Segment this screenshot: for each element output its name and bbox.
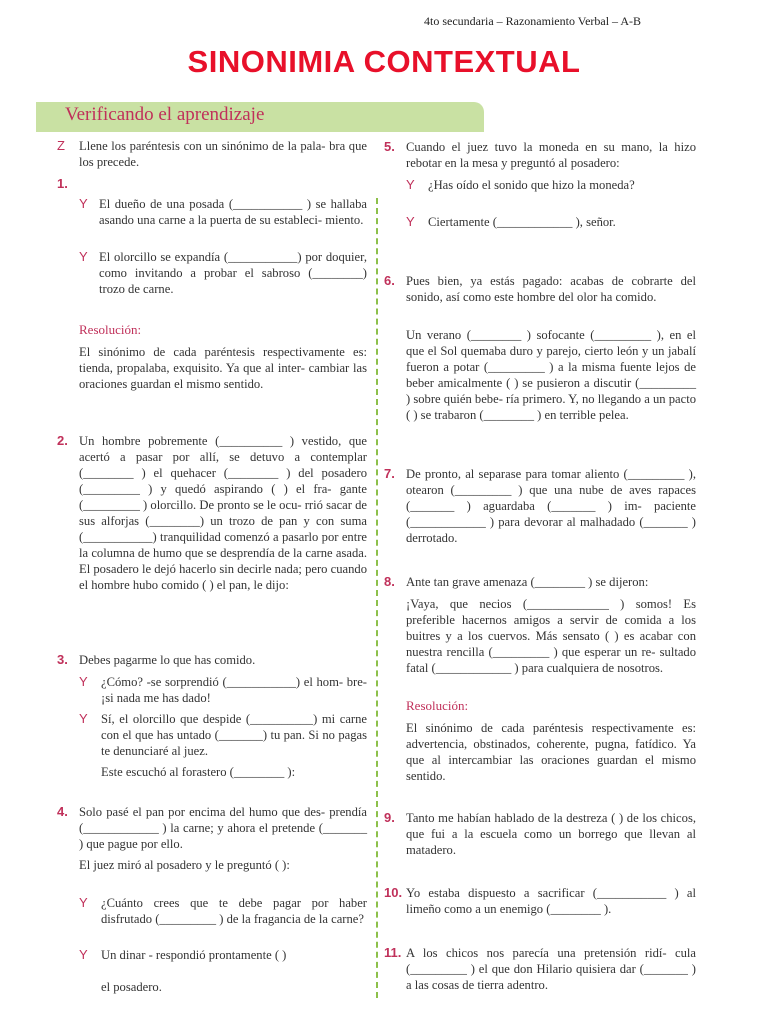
section-banner <box>36 102 484 132</box>
question-10-number: 10. <box>384 885 403 900</box>
question-2-number: 2. <box>57 433 68 448</box>
question-4-item-b: Un dinar - respondió prontamente ( ) <box>101 948 287 962</box>
question-2-text: Un hombre pobremente (__________ ) vestido, que acertó a pasar por allí, se detuvo a contemplar (________ ) el quehacer (________ ) del posadero (_________ ) y quedó aspirando ( ) el fra- gante (_________ ) olorcillo. De pronto se le ocu- rrió sacar de sus alforjas (________) un trozo de pan y con suma (___________) tranquilidad comenzó a pasarlo por entre la columna de humo que se desprendía de la carne asada. El posadero le dejó hacerlo sin decirle nada; pero cuando el hombre hubo comido ( ) el pan, le dijo: <box>79 434 367 592</box>
question-8-resolution: El sinónimo de cada paréntesis respectivamente es: advertencia, obstinados, coherente, pugna, fatídico. Ya que al intercambiar las oraciones guardan el mismo sentido. <box>406 721 696 783</box>
section-banner-label: Verificando el aprendizaje <box>65 104 265 125</box>
question-3-text: Debes pagarme lo que has comido. <box>79 653 256 667</box>
bullet-icon: Y <box>79 249 88 264</box>
question-5-item-a: ¿Has oído el sonido que hizo la moneda? <box>428 178 635 192</box>
question-3-item-b: Sí, el olorcillo que despide (__________) mi carne con el que has untado (_______) tu pan. Si no pagas te denunciaré al juez. <box>101 712 367 758</box>
question-7-number: 7. <box>384 466 395 481</box>
page-title: SINONIMIA CONTEXTUAL <box>187 44 581 79</box>
question-5-text: Cuando el juez tuvo la moneda en su mano, la hizo rebotar en la mesa y preguntó al posadero: <box>406 140 696 170</box>
bullet-icon: Y <box>79 895 88 910</box>
question-3-item-a: ¿Cómo? -se sorprendió (___________) el hom- bre- ¡si nada me has dado! <box>101 675 367 705</box>
page-header: 4to secundaria – Razonamiento Verbal – A-B <box>424 14 642 28</box>
bullet-icon: Y <box>79 196 88 211</box>
question-4-item-c: el posadero. <box>101 980 162 994</box>
question-7-text: De pronto, al separase para tomar aliento (_________ ), otearon (_________ ) que una nube de aves rapaces (_______ ) aguardaba (_______ ) im- paciente (____________ ) para devorar al malhadado (_______ ) derrotado. <box>406 467 696 545</box>
question-9-text: Tanto me habían hablado de la destreza ( ) de los chicos, que fui a la escuela como un borrego que llevan al matadero. <box>406 811 696 857</box>
bullet-icon: Y <box>406 177 415 192</box>
question-8-text: Ante tan grave amenaza (________ ) se dijeron: <box>406 575 649 589</box>
question-4-number: 4. <box>57 804 68 819</box>
question-3-item-c: Este escuchó al forastero (________ ): <box>101 765 296 779</box>
question-1-item-a: El dueño de una posada (___________ ) se hallaba asando una carne a la puerta de su estableci- miento. <box>99 197 367 227</box>
bullet-icon: Y <box>79 947 88 962</box>
column-divider <box>376 198 378 998</box>
question-5-number: 5. <box>384 139 395 154</box>
question-1-item-b: El olorcillo se expandía (___________) por doquier, como invitando a probar el sabroso (________) trozo de carne. <box>99 250 367 296</box>
question-5-item-b: Ciertamente (____________ ), señor. <box>428 215 616 229</box>
question-4-text: Solo pasé el pan por encima del humo que des- prendía (____________ ) la carne; y ahora el pretende (_______ ) que pague por ello. <box>79 805 367 851</box>
question-1-resolution-label: Resolución: <box>79 322 142 337</box>
question-4-text-2: El juez miró al posadero y le preguntó ( ): <box>79 858 290 872</box>
question-8-resolution-label: Resolución: <box>406 698 469 713</box>
intro-marker: Z <box>57 138 65 153</box>
question-11-number: 11. <box>384 945 402 960</box>
question-1-resolution: El sinónimo de cada paréntesis respectivamente es: tienda, propalaba, exquisito. Ya que al inter- cambiar las oraciones guardan el mismo sentido. <box>79 345 367 391</box>
question-1-number: 1. <box>57 176 68 191</box>
question-6-text-2: Un verano (________ ) sofocante (_________ ), en el que el Sol quemaba duro y parejo, cierto león y un jabalí fueron a potar (_________ ) a la misma fuente lejos de beber amicalmente ( ) se pusieron a discutir (_________ ) sobre quién bebe- ría primero. Y, no llegando a un pacto ( ) se trabaron (________ ) en terrible pelea. <box>406 328 696 422</box>
intro-text: Llene los paréntesis con un sinónimo de la pala- bra que los precede. <box>79 139 367 169</box>
bullet-icon: Y <box>406 214 415 229</box>
question-10-text: Yo estaba dispuesto a sacrificar (___________ ) al limeño como a un enemigo (________ ). <box>406 886 696 916</box>
question-3-number: 3. <box>57 652 68 667</box>
question-9-number: 9. <box>384 810 395 825</box>
question-4-item-a: ¿Cuánto crees que te debe pagar por haber disfrutado (_________ ) de la fragancia de la carne? <box>101 896 367 926</box>
question-6-text: Pues bien, ya estás pagado: acabas de cobrarte del sonido, así como este hombre del olor ha comido. <box>406 274 696 304</box>
question-8-text-2: ¡Vaya, que necios (_____________ ) somos! Es preferible hacernos amigos a servir de comida a los buitres y a los cuervos. Más sensato ( ) es acabar con nuestra rencilla (_________ ) que esperar un re- sultado fatal (____________ ) para cualquiera de nosotros. <box>406 597 696 675</box>
bullet-icon: Y <box>79 711 88 726</box>
question-8-number: 8. <box>384 574 395 589</box>
question-6-number: 6. <box>384 273 395 288</box>
question-11-text: A los chicos nos parecía una pretensión ridí- cula (_________ ) el que don Hilario quisiera dar (_______ ) a las cosas de tierra adentro. <box>406 946 696 992</box>
bullet-icon: Y <box>79 674 88 689</box>
